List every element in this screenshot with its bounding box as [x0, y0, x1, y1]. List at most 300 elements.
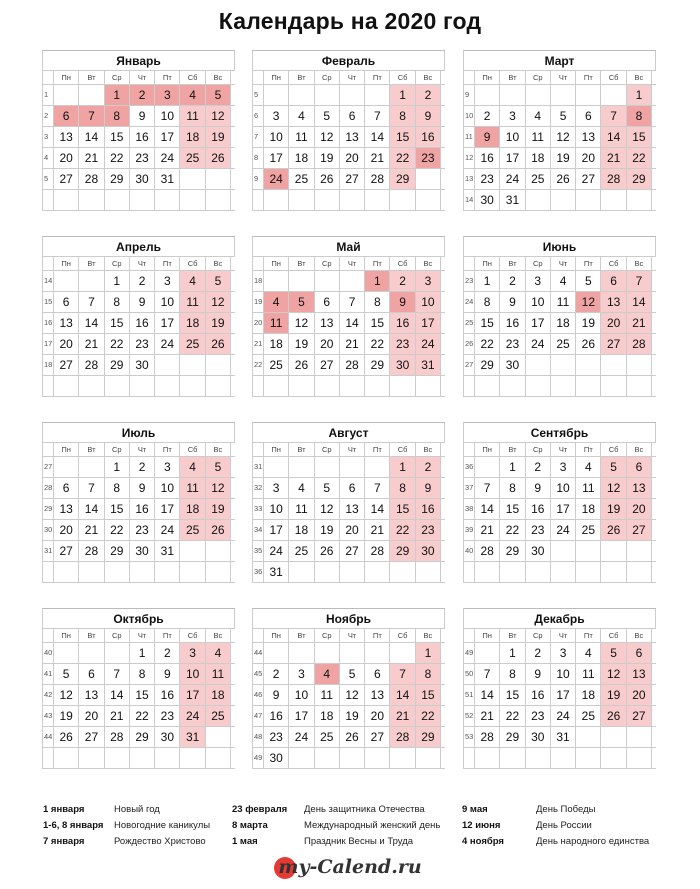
day-cell: 17 — [155, 499, 180, 519]
weekday-header: Чт — [551, 443, 576, 456]
day-cell: 28 — [365, 169, 390, 189]
holiday-date: 9 мая — [462, 804, 488, 815]
month-block — [463, 608, 656, 769]
holiday-day-cell: 12 — [576, 292, 601, 312]
weekend-day-cell: 26 — [206, 334, 231, 354]
weekend-day-cell: 14 — [601, 127, 626, 147]
week-row — [253, 562, 445, 583]
empty-cell — [576, 541, 601, 561]
day-cell: 10 — [155, 478, 180, 498]
week-number: 52 — [464, 706, 475, 726]
empty-cell — [576, 376, 601, 396]
empty-cell — [416, 190, 441, 210]
week-row — [43, 643, 235, 664]
week-number-header — [43, 443, 54, 456]
week-number-header — [464, 443, 475, 456]
week-number: 22 — [253, 355, 264, 375]
week-row — [464, 562, 656, 583]
week-row — [464, 292, 656, 313]
week-row — [43, 355, 235, 376]
week-number: 49 — [253, 748, 264, 768]
weekend-day-cell: 16 — [416, 127, 441, 147]
empty-cell — [315, 748, 340, 768]
weekend-day-cell: 30 — [416, 541, 441, 561]
day-cell: 11 — [576, 664, 601, 684]
day-cell: 28 — [79, 541, 104, 561]
week-row — [464, 643, 656, 664]
weekend-day-cell: 5 — [206, 271, 231, 291]
weekday-header: Чт — [551, 71, 576, 84]
empty-cell — [180, 355, 205, 375]
week-row — [43, 334, 235, 355]
day-cell: 10 — [289, 685, 314, 705]
empty-cell — [500, 85, 525, 105]
day-cell: 6 — [340, 478, 365, 498]
month-block — [252, 236, 445, 397]
day-cell: 9 — [500, 292, 525, 312]
empty-cell — [79, 271, 104, 291]
weekend-day-cell: 12 — [601, 478, 626, 498]
week-row — [43, 106, 235, 127]
day-cell: 10 — [264, 127, 289, 147]
day-cell: 5 — [340, 664, 365, 684]
day-cell: 19 — [576, 313, 601, 333]
empty-cell — [180, 748, 205, 768]
weekday-header: Чт — [340, 443, 365, 456]
empty-cell — [79, 85, 104, 105]
weekend-day-cell: 26 — [206, 148, 231, 168]
day-cell: 20 — [340, 148, 365, 168]
day-cell: 26 — [551, 169, 576, 189]
day-cell: 30 — [130, 355, 155, 375]
empty-cell — [551, 85, 576, 105]
weekend-day-cell: 14 — [627, 292, 652, 312]
day-cell: 30 — [526, 541, 551, 561]
day-cell: 21 — [79, 334, 104, 354]
empty-cell — [576, 85, 601, 105]
weekend-day-cell: 20 — [627, 499, 652, 519]
empty-cell — [315, 457, 340, 477]
day-cell: 23 — [264, 727, 289, 747]
day-cell: 5 — [315, 106, 340, 126]
week-number: 41 — [43, 664, 54, 684]
week-number: 24 — [464, 292, 475, 312]
week-number — [43, 562, 54, 582]
day-cell: 30 — [526, 727, 551, 747]
weekday-header: Сб — [390, 257, 415, 270]
day-cell: 21 — [79, 520, 104, 540]
empty-cell — [475, 643, 500, 663]
empty-cell — [54, 643, 79, 663]
weekday-header: Сб — [180, 629, 205, 642]
empty-cell — [416, 562, 441, 582]
empty-cell — [365, 376, 390, 396]
empty-cell — [526, 190, 551, 210]
week-row — [43, 520, 235, 541]
weekday-header: Пн — [264, 257, 289, 270]
empty-cell — [206, 190, 231, 210]
week-row — [43, 148, 235, 169]
weekend-day-cell: 22 — [627, 148, 652, 168]
day-cell: 23 — [500, 334, 525, 354]
day-cell: 23 — [130, 520, 155, 540]
day-cell: 29 — [105, 541, 130, 561]
empty-cell — [79, 748, 104, 768]
day-cell: 26 — [576, 334, 601, 354]
weekend-day-cell: 7 — [390, 664, 415, 684]
day-cell: 29 — [475, 355, 500, 375]
weekday-header: Пн — [475, 629, 500, 642]
week-row — [43, 562, 235, 583]
weekday-header: Вс — [206, 629, 231, 642]
weekday-header: Пт — [365, 71, 390, 84]
empty-cell — [206, 541, 231, 561]
weekend-day-cell: 26 — [601, 520, 626, 540]
day-cell: 30 — [130, 169, 155, 189]
week-row — [464, 520, 656, 541]
week-number: 32 — [253, 478, 264, 498]
empty-cell — [416, 376, 441, 396]
week-number: 6 — [253, 106, 264, 126]
weekday-header: Вт — [79, 257, 104, 270]
month-name: Декабрь — [464, 609, 656, 629]
day-cell: 10 — [264, 499, 289, 519]
empty-cell — [105, 376, 130, 396]
weekend-day-cell: 5 — [601, 457, 626, 477]
weekday-header: Вт — [289, 443, 314, 456]
empty-cell — [105, 190, 130, 210]
day-cell: 1 — [130, 643, 155, 663]
weekday-header: Пн — [475, 257, 500, 270]
day-cell: 7 — [475, 664, 500, 684]
day-cell: 7 — [79, 478, 104, 498]
day-cell: 10 — [551, 478, 576, 498]
day-cell: 14 — [340, 313, 365, 333]
day-cell: 19 — [54, 706, 79, 726]
day-cell: 7 — [365, 478, 390, 498]
week-row — [253, 292, 445, 313]
day-cell: 16 — [526, 685, 551, 705]
day-cell: 19 — [289, 334, 314, 354]
weekend-day-cell: 9 — [416, 478, 441, 498]
weekday-header: Вс — [627, 257, 652, 270]
day-cell: 6 — [315, 292, 340, 312]
weekday-header: Вт — [500, 629, 525, 642]
day-cell: 16 — [475, 148, 500, 168]
empty-cell — [365, 190, 390, 210]
week-row — [464, 148, 656, 169]
weekday-header: Сб — [390, 629, 415, 642]
weekday-header: Вс — [416, 443, 441, 456]
day-cell: 1 — [500, 643, 525, 663]
week-number: 7 — [253, 127, 264, 147]
weekday-header: Чт — [130, 71, 155, 84]
weekday-header-row — [253, 257, 445, 271]
day-cell: 10 — [551, 664, 576, 684]
day-cell: 1 — [475, 271, 500, 291]
day-cell: 28 — [340, 355, 365, 375]
week-row — [43, 499, 235, 520]
weekday-header-row — [253, 443, 445, 457]
weekday-header-row — [43, 443, 235, 457]
weekday-header: Пн — [264, 71, 289, 84]
day-cell: 25 — [289, 169, 314, 189]
weekend-day-cell: 29 — [390, 541, 415, 561]
day-cell: 20 — [340, 520, 365, 540]
weekday-header: Чт — [130, 257, 155, 270]
empty-cell — [627, 562, 652, 582]
empty-cell — [390, 748, 415, 768]
day-cell: 26 — [340, 727, 365, 747]
day-cell: 2 — [500, 271, 525, 291]
day-cell: 26 — [289, 355, 314, 375]
month-block — [463, 236, 656, 397]
day-cell: 8 — [105, 478, 130, 498]
day-cell: 22 — [105, 520, 130, 540]
day-cell: 17 — [155, 127, 180, 147]
weekend-day-cell: 24 — [180, 706, 205, 726]
day-cell: 23 — [526, 706, 551, 726]
day-cell: 25 — [289, 541, 314, 561]
week-number: 2 — [43, 106, 54, 126]
weekday-header-row — [43, 71, 235, 85]
empty-cell — [289, 85, 314, 105]
day-cell: 31 — [264, 562, 289, 582]
week-row — [464, 664, 656, 685]
weekend-day-cell: 19 — [206, 313, 231, 333]
weekend-day-cell: 12 — [601, 664, 626, 684]
holiday-item — [462, 802, 649, 818]
week-number-header — [464, 629, 475, 642]
empty-cell — [105, 562, 130, 582]
empty-cell — [79, 643, 104, 663]
empty-cell — [206, 748, 231, 768]
empty-cell — [130, 376, 155, 396]
day-cell: 3 — [155, 271, 180, 291]
day-cell: 30 — [155, 727, 180, 747]
day-cell: 3 — [264, 478, 289, 498]
empty-cell — [576, 748, 601, 768]
weekday-header: Пт — [155, 443, 180, 456]
day-cell: 31 — [155, 169, 180, 189]
day-cell: 6 — [576, 106, 601, 126]
weekday-header: Ср — [315, 71, 340, 84]
empty-cell — [155, 376, 180, 396]
weekend-day-cell: 13 — [627, 664, 652, 684]
week-number: 49 — [464, 643, 475, 663]
day-cell: 22 — [365, 334, 390, 354]
day-cell: 6 — [54, 292, 79, 312]
day-cell: 28 — [105, 727, 130, 747]
day-cell: 24 — [526, 334, 551, 354]
week-number: 16 — [43, 313, 54, 333]
day-cell: 25 — [551, 334, 576, 354]
month-block — [252, 608, 445, 769]
day-cell: 15 — [130, 685, 155, 705]
day-cell: 12 — [315, 127, 340, 147]
holiday-name: День защитника Отечества — [304, 804, 425, 815]
day-cell: 3 — [264, 106, 289, 126]
empty-cell — [130, 190, 155, 210]
weekend-day-cell: 15 — [627, 127, 652, 147]
week-number: 11 — [464, 127, 475, 147]
weekday-header: Ср — [526, 71, 551, 84]
weekday-header: Сб — [601, 71, 626, 84]
day-cell: 3 — [551, 457, 576, 477]
weekend-day-cell: 20 — [627, 685, 652, 705]
day-cell: 29 — [500, 727, 525, 747]
day-cell: 19 — [315, 148, 340, 168]
empty-cell — [601, 562, 626, 582]
week-row — [253, 478, 445, 499]
holiday-day-cell: 9 — [475, 127, 500, 147]
empty-cell — [54, 748, 79, 768]
month-block — [252, 50, 445, 211]
day-cell: 29 — [365, 355, 390, 375]
week-row — [43, 748, 235, 769]
day-cell: 17 — [500, 148, 525, 168]
week-number: 48 — [253, 727, 264, 747]
empty-cell — [130, 748, 155, 768]
week-number: 40 — [43, 643, 54, 663]
day-cell: 27 — [54, 355, 79, 375]
empty-cell — [416, 748, 441, 768]
holiday-day-cell: 9 — [390, 292, 415, 312]
weekday-header: Чт — [130, 629, 155, 642]
holiday-name: День России — [536, 820, 592, 831]
weekend-day-cell: 20 — [601, 313, 626, 333]
holiday-day-cell: 23 — [416, 148, 441, 168]
weekend-day-cell: 8 — [390, 106, 415, 126]
week-row — [253, 313, 445, 334]
day-cell: 17 — [264, 148, 289, 168]
day-cell: 14 — [475, 499, 500, 519]
empty-cell — [416, 169, 441, 189]
weekday-header-row — [464, 257, 656, 271]
week-row — [253, 355, 445, 376]
weekday-header: Ср — [105, 629, 130, 642]
day-cell: 5 — [315, 478, 340, 498]
empty-cell — [390, 190, 415, 210]
weekday-header-row — [43, 257, 235, 271]
day-cell: 11 — [289, 499, 314, 519]
day-cell: 14 — [79, 499, 104, 519]
empty-cell — [475, 376, 500, 396]
week-number-header — [464, 257, 475, 270]
empty-cell — [289, 190, 314, 210]
day-cell: 20 — [54, 148, 79, 168]
site-logo[interactable] — [0, 856, 700, 878]
week-number: 43 — [43, 706, 54, 726]
holiday-name: Рождество Христово — [114, 836, 206, 847]
empty-cell — [289, 748, 314, 768]
day-cell: 13 — [79, 685, 104, 705]
weekend-day-cell: 15 — [390, 127, 415, 147]
empty-cell — [206, 376, 231, 396]
week-number: 45 — [253, 664, 264, 684]
week-number: 27 — [464, 355, 475, 375]
empty-cell — [551, 355, 576, 375]
empty-cell — [54, 562, 79, 582]
day-cell: 19 — [340, 706, 365, 726]
weekend-day-cell: 3 — [180, 643, 205, 663]
weekday-header: Пт — [576, 71, 601, 84]
weekend-day-cell: 13 — [627, 478, 652, 498]
week-number-header — [253, 629, 264, 642]
day-cell: 15 — [105, 127, 130, 147]
week-row — [43, 457, 235, 478]
day-cell: 13 — [576, 127, 601, 147]
day-cell: 31 — [155, 541, 180, 561]
day-cell: 11 — [315, 685, 340, 705]
week-number: 8 — [253, 148, 264, 168]
day-cell: 9 — [130, 106, 155, 126]
week-number: 42 — [43, 685, 54, 705]
holiday-name: День народного единства — [536, 836, 650, 847]
weekday-header: Вт — [79, 443, 104, 456]
month-block — [463, 50, 656, 211]
empty-cell — [576, 562, 601, 582]
months-grid — [42, 50, 656, 790]
empty-cell — [54, 271, 79, 291]
weekend-day-cell: 2 — [416, 457, 441, 477]
empty-cell — [155, 748, 180, 768]
week-number: 53 — [464, 727, 475, 747]
holiday-date: 12 июня — [462, 820, 501, 831]
day-cell: 28 — [79, 169, 104, 189]
day-cell: 8 — [130, 664, 155, 684]
weekend-day-cell: 17 — [416, 313, 441, 333]
empty-cell — [601, 190, 626, 210]
weekend-day-cell: 4 — [180, 457, 205, 477]
day-cell: 9 — [130, 292, 155, 312]
weekend-day-cell: 18 — [180, 127, 205, 147]
weekday-header: Пт — [576, 443, 601, 456]
day-cell: 13 — [340, 499, 365, 519]
week-number: 40 — [464, 541, 475, 561]
weekend-day-cell: 9 — [416, 106, 441, 126]
holiday-date: 1-6, 8 января — [43, 820, 104, 831]
holiday-item — [232, 802, 440, 818]
day-cell: 3 — [500, 106, 525, 126]
day-cell: 25 — [526, 169, 551, 189]
empty-cell — [601, 541, 626, 561]
day-cell: 17 — [526, 313, 551, 333]
day-cell: 8 — [105, 292, 130, 312]
empty-cell — [475, 748, 500, 768]
weekend-day-cell: 18 — [180, 313, 205, 333]
holiday-day-cell: 4 — [315, 664, 340, 684]
day-cell: 20 — [365, 706, 390, 726]
day-cell: 8 — [500, 664, 525, 684]
week-row — [43, 664, 235, 685]
day-cell: 13 — [315, 313, 340, 333]
week-number: 1 — [43, 85, 54, 105]
day-cell: 15 — [105, 313, 130, 333]
day-cell: 13 — [340, 127, 365, 147]
empty-cell — [155, 355, 180, 375]
week-number: 10 — [464, 106, 475, 126]
empty-cell — [365, 562, 390, 582]
week-row — [253, 499, 445, 520]
day-cell: 6 — [79, 664, 104, 684]
week-number: 21 — [253, 334, 264, 354]
weekday-header: Вт — [289, 257, 314, 270]
empty-cell — [365, 457, 390, 477]
empty-cell — [390, 562, 415, 582]
weekday-header: Вс — [416, 629, 441, 642]
week-number — [43, 190, 54, 210]
